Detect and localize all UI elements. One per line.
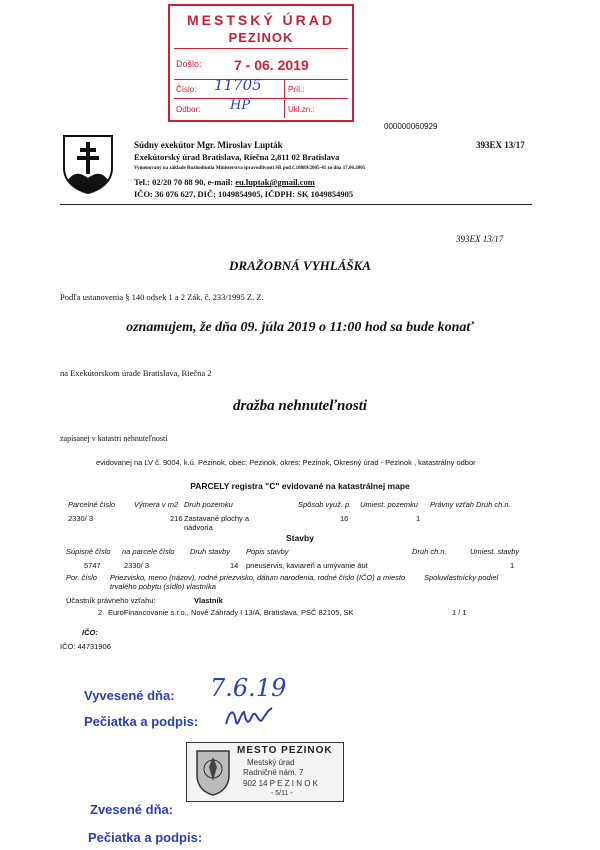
- issuer-phone: Tel.: 02/20 70 88 90, e-mail:: [134, 177, 236, 187]
- legal-basis: Podľa ustanovenia § 140 odsek 1 a 2 Zák. č. 233/1995 Z. Z.: [60, 292, 264, 302]
- owner-share: 1 / 1: [452, 608, 467, 617]
- slovak-coat-of-arms-icon: [62, 134, 114, 194]
- issuer-ids: IČO: 36 076 627, DIČ: 1049854905, IČDPH: SK 1049854905: [134, 189, 354, 199]
- parcel-location: 1: [416, 514, 421, 523]
- posted-date: 7.6.19: [210, 674, 287, 702]
- announcement: oznamujem, že dňa 09. júla 2019 o 11:00 hod sa bude konať: [126, 320, 474, 335]
- city-stamp-line1: MESTO PEZINOK: [237, 745, 333, 756]
- issuer-name: Súdny exekútor Mgr. Miroslav Lupták: [134, 140, 283, 150]
- building-description: pneuservis, kaviareň a umývanie áut: [246, 561, 368, 570]
- building-header-parcel: na parcele číslo: [122, 547, 175, 556]
- building-type: 14: [230, 561, 239, 570]
- registry-stamp: [168, 4, 354, 122]
- number-label: Číslo:: [176, 85, 197, 94]
- venue: na Exekútorskom úrade Bratislava, Riečna 2: [60, 368, 212, 378]
- parcel-header-area: Výmera v m2: [134, 500, 179, 509]
- city-stamp-line3: Radničné nám. 7: [243, 768, 304, 777]
- city-stamp-line4: 902 14 P E Z I N O K: [243, 779, 318, 788]
- owner-number: 2: [98, 608, 103, 617]
- registered-detail: evidovanej na LV č. 9004, k.ú. Pezinok, obec: Pezinok, okres: Pezinok, Okresný úrad - Pezinok , katastrálny odbor: [96, 458, 476, 467]
- parcel-number: 2330/ 3: [68, 514, 94, 523]
- file-label: Ukl.zn.:: [288, 105, 315, 114]
- parcel-type: Zastavané plochy a nádvoria: [184, 514, 250, 532]
- parcel-header-number: Parcelné číslo: [68, 500, 116, 509]
- parcels-heading: PARCELY registra "C" evidované na katastrálnej mape: [190, 481, 410, 491]
- posted-label: Vyvesené dňa:: [84, 688, 175, 703]
- building-header-number: Súpisné číslo: [66, 547, 111, 556]
- city-stamp: [186, 742, 344, 802]
- ico-label: IČO:: [82, 628, 98, 637]
- barcode-number: 000000060929: [384, 122, 438, 131]
- signature-icon: [222, 704, 278, 732]
- building-header-kind: Druh ch.n.: [412, 547, 447, 556]
- removed-label: Zvesené dňa:: [90, 802, 174, 817]
- participant-label: Účastník právneho vzťahu:: [66, 596, 156, 605]
- posted-sign-label: Pečiatka a podpis:: [84, 714, 199, 729]
- owner-header-number: Por. číslo: [66, 573, 97, 582]
- header-divider: [60, 204, 532, 205]
- case-number: 393EX 13/17: [456, 234, 504, 244]
- issuer-appointment: Vymenovaný na základe Rozhodnutia Ministerstva spravodlivosti SR pod č.10889/2005-41 zo dňa 17.06.2005: [134, 166, 366, 171]
- registered-text: zapísanej v katastri nehnuteľností: [60, 434, 168, 443]
- removed-sign-label: Pečiatka a podpis:: [88, 830, 203, 845]
- parcel-header-legal: Právny vzťah Druh ch.n.: [430, 500, 511, 509]
- parcel-header-location: Umiest. pozemku: [360, 500, 418, 509]
- owner-header-description: Priezvisko, meno (názov), rodné priezvisko, dátum narodenia, rodné číslo (IČO) a miesto trvalého pobytu (sídlo) vlastníka: [110, 573, 406, 591]
- issuer-office: Exekútorský úrad Bratislava, Riečna 2,811 02 Bratislava: [134, 152, 340, 162]
- building-header-type: Druh stavby: [190, 547, 231, 556]
- stamp-subtitle: PEZINOK: [228, 30, 294, 45]
- building-header-description: Popis stavby: [246, 547, 289, 556]
- parcel-area: 216: [170, 514, 183, 523]
- issuer-contact: [134, 177, 315, 187]
- building-number: 5747: [84, 561, 101, 570]
- owner-name: EuroFinancovanie s.r.o., Nové Záhrady I 13/A, Bratislava, PSČ 82105, SK: [108, 608, 354, 617]
- dept-label: Odbor:: [176, 105, 201, 114]
- city-emblem-icon: [193, 747, 233, 797]
- auction-subject: dražba nehnuteľnosti: [232, 398, 368, 414]
- owner-header-share: Spoluvlastnícky podiel: [424, 573, 499, 582]
- city-stamp-line2: Mestský úrad: [247, 758, 295, 767]
- attach-label: Príl.:: [288, 85, 305, 94]
- buildings-heading: Stavby: [286, 533, 314, 543]
- number-value: 11705: [214, 76, 262, 94]
- owner-label: Vlastník: [194, 596, 223, 605]
- building-parcel: 2330/ 3: [124, 561, 150, 570]
- dept-value: HP: [230, 98, 251, 113]
- case-number-header: 393EX 13/17: [476, 140, 525, 150]
- issuer-email[interactable]: eu.luptak@gmail.com: [235, 177, 315, 187]
- parcel-usage: 16: [340, 514, 349, 523]
- parcel-header-type: Druh pozemku: [184, 500, 233, 509]
- stamp-title: MESTSKÝ ÚRAD: [186, 12, 335, 28]
- document-title: DRAŽOBNÁ VYHLÁŠKA: [229, 258, 371, 273]
- parcel-header-usage: Spôsob využ. p.: [298, 500, 352, 509]
- received-label: Došlo:: [176, 59, 202, 69]
- building-location: 1: [510, 561, 515, 570]
- city-stamp-line5: - 5/11 -: [271, 790, 293, 797]
- building-header-location: Umiest. stavby: [470, 547, 520, 556]
- received-date: 7 - 06. 2019: [234, 57, 309, 73]
- ico-line: IČO: 44731906: [60, 642, 111, 651]
